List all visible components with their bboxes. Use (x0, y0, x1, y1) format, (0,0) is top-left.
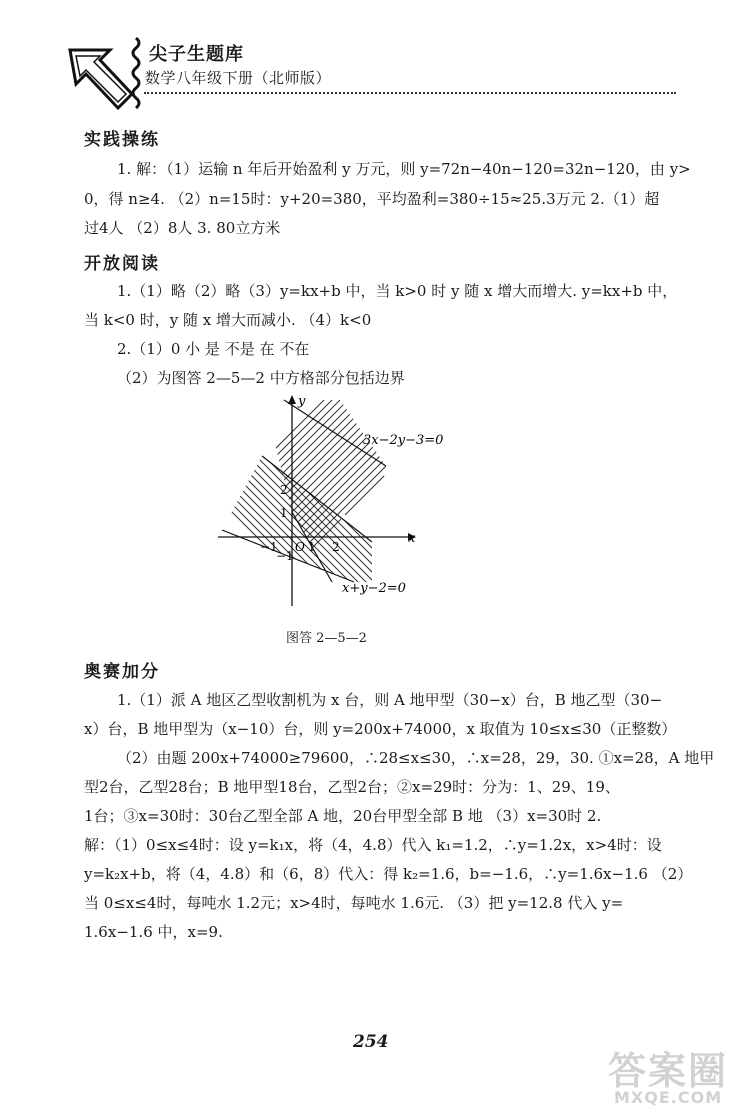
watermark-url: MXQE.COM (614, 1088, 723, 1107)
header-dotted-rule (144, 92, 676, 94)
contest-line: 解：（1）0≤x≤4时：设 y=k₁x，将（4，4.8）代入 k₁=1.2，∴y=1.2x，x>4时：设 (84, 836, 662, 854)
book-subtitle: 数学八年级下册（北师版） (145, 69, 332, 87)
x-tick-neg1: −1 (260, 540, 278, 554)
boundary-line-a (262, 456, 372, 542)
contest-line: x）台，B 地甲型为（x−10）台，则 y=200x+74000，x 取值为 10≤x≤30（正整数） (84, 720, 677, 738)
figure-caption: 图答 2—5—2 (286, 631, 367, 646)
inequality-region-figure (212, 392, 444, 610)
y-axis-arrow-icon (288, 395, 296, 404)
watermark-main: 答案圈 (608, 1049, 729, 1093)
x-tick-2: 2 (332, 540, 340, 554)
contest-line: （2）由题 200x+74000≥79600，∴28≤x≤30，∴x=28，29，30. ①x=28，A 地甲 (117, 749, 715, 767)
series-brand: 尖子生题库 (149, 44, 244, 65)
practice-line: 0，得 n≥4. （2）n=15时：y+20=380，平均盈利=380÷15≈25.3万元 2.（1）超 (84, 190, 660, 208)
y-axis-label: y (298, 394, 306, 409)
section-title-practice: 实践操练 (84, 130, 160, 150)
contest-line: 1.（1）派 A 地区乙型收割机为 x 台，则 A 地甲型（30−x）台，B 地乙型（30− (117, 691, 663, 709)
x-tick-1: 1 (308, 540, 316, 554)
contest-line: 型2台，乙型28台；B 地甲型18台，乙型2台；②x=29时：分为：1、29、19、 (84, 778, 620, 796)
page-number: 254 (353, 1032, 389, 1052)
book-header (66, 34, 686, 112)
contest-line: 1.6x−1.6 中，x=9. (84, 923, 223, 941)
open-line: 2.（1）0 小 是 不是 在 不在 (117, 340, 310, 358)
open-line: （2）为图答 2—5—2 中方格部分包括边界 (117, 369, 405, 387)
arrow-logo-icon (66, 46, 136, 116)
x-axis-label: x (408, 531, 416, 546)
hatched-region-lower (112, 392, 432, 592)
practice-line: 过4人 （2）8人 3. 80立方米 (84, 219, 281, 237)
line-label-3x-2y-3: 3x−2y−3=0 (363, 433, 444, 448)
section-title-open: 开放阅读 (84, 254, 160, 274)
wavy-divider-icon (130, 38, 142, 108)
y-tick-neg1: −1 (276, 549, 294, 563)
origin-label: O (295, 540, 305, 554)
contest-line: 1台；③x=30时：30台乙型全部 A 地，20台甲型全部 B 地 （3）x=30时 2. (84, 807, 602, 825)
contest-line: 当 0≤x≤4时，每吨水 1.2元；x>4时，每吨水 1.6元. （3）把 y=12.8 代入 y= (84, 894, 624, 912)
y-tick-2: 2 (280, 483, 288, 497)
practice-line: 1. 解：（1）运输 n 年后开始盈利 y 万元，则 y=72n−40n−120=32n−120，由 y> (117, 160, 691, 178)
contest-line: y=k₂x+b，将（4，4.8）和（6，8）代入：得 k₂=1.6，b=−1.6，∴y=1.6x−1.6 （2） (84, 865, 693, 883)
section-title-contest: 奥赛加分 (84, 662, 160, 682)
y-tick-1: 1 (280, 506, 288, 520)
open-line: 当 k<0 时，y 随 x 增大而减小. （4）k<0 (84, 311, 372, 329)
site-watermark (608, 1038, 744, 1112)
line-label-x-y-2: x+y−2=0 (342, 581, 406, 596)
open-line: 1.（1）略（2）略（3）y=kx+b 中，当 k>0 时 y 随 x 增大而增大. y=kx+b 中， (117, 282, 678, 300)
